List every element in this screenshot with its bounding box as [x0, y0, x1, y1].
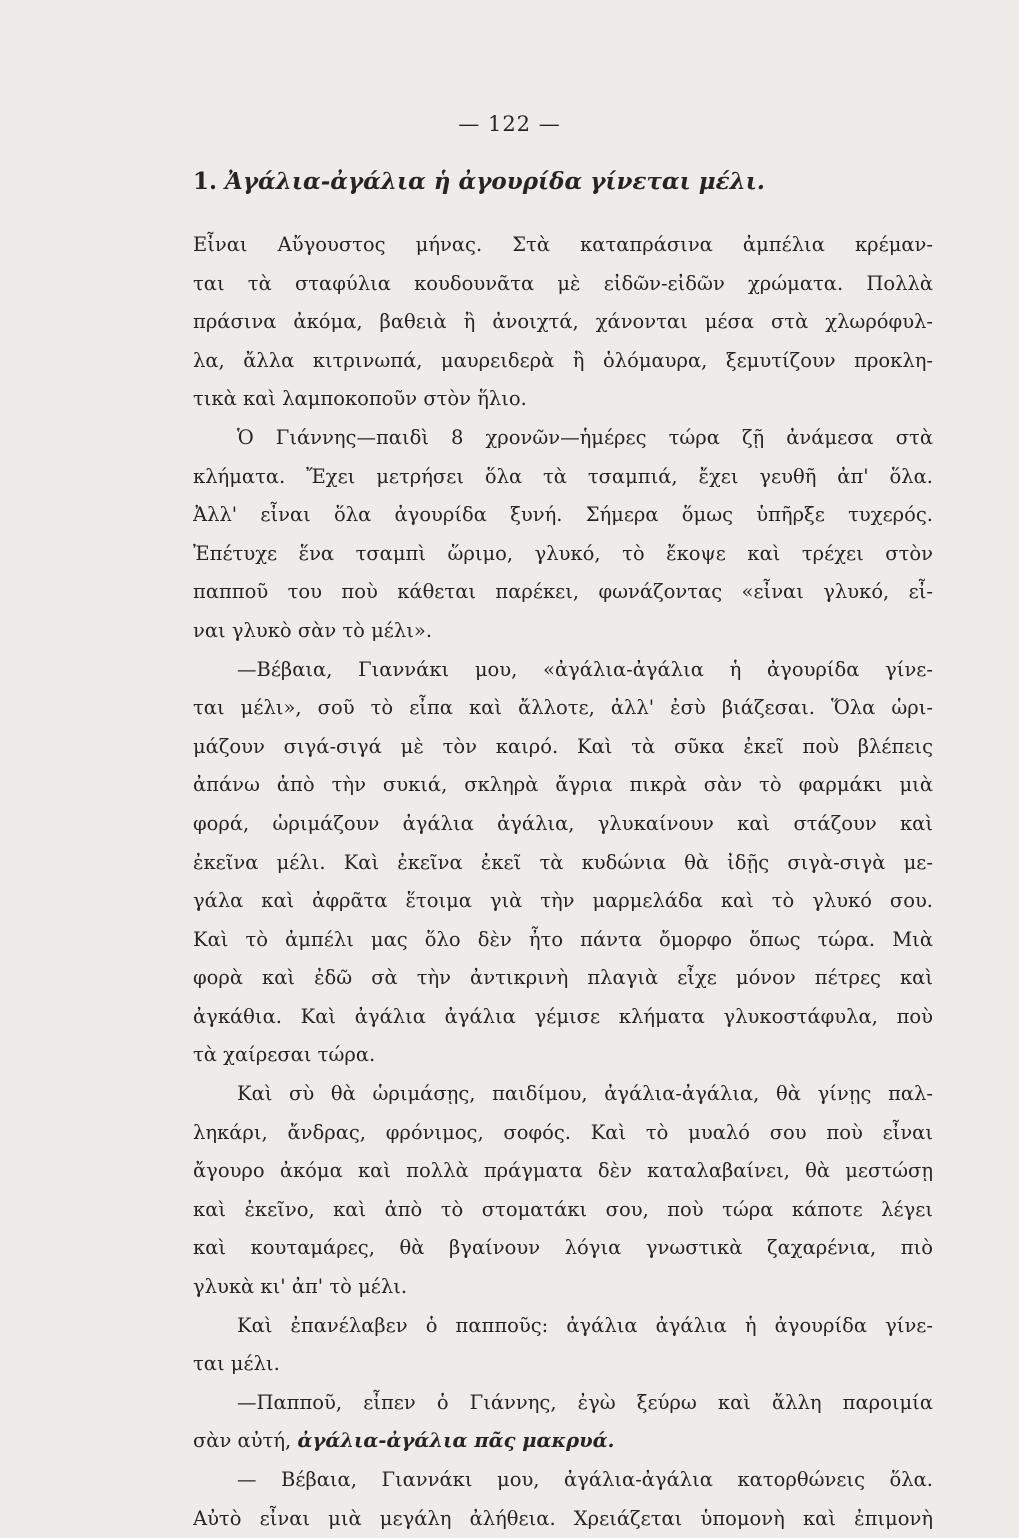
text-line: καὶ κουταμάρες, θὰ βγαίνουν λόγια γνωστικὰ ζαχαρένια, πιὸ [193, 1236, 933, 1260]
text-line: κλήματα. Ἔχει μετρήσει ὅλα τὰ τσαμπιά, ἔχει γευθῆ ἀπ' ὅλα. [193, 464, 933, 488]
text-line: φορά, ὡριμάζουν ἀγάλια ἀγάλια, γλυκαίνουν καὶ στάζουν καὶ [193, 811, 933, 835]
text-line: φορὰ καὶ ἐδῶ σὰ τὴν ἀντικρινὴ πλαγιὰ εἶχε μόνον πέτρες καὶ [193, 966, 933, 990]
text-line: Καὶ ἐπανέλαβεν ὁ παπποῦς: ἀγάλια ἀγάλια ἡ ἀγουρίδα γίνε- [237, 1313, 933, 1337]
text-line: ται μέλι», σοῦ τὸ εἶπα καὶ ἄλλοτε, ἀλλ' ἐσὺ βιάζεσαι. Ὅλα ὡρι- [193, 696, 933, 720]
text-line: Ἀλλ' εἶναι ὅλα ἀγουρίδα ξυνή. Σήμερα ὅμως ὑπῆρξε τυχερός. [193, 503, 933, 527]
text-line: Καὶ σὺ θὰ ὡριμάσῃς, παιδίμου, ἀγάλια-ἀγάλια, θὰ γίνῃς παλ- [237, 1082, 933, 1106]
text-line: ναι γλυκὸ σὰν τὸ μέλι». [193, 618, 433, 642]
text-line: — Βέβαια, Γιαννάκι μου, ἀγάλια-ἀγάλια κατορθώνεις ὅλα. [237, 1468, 933, 1491]
text-line: πράσινα ἀκόμα, βαθειὰ ἢ ἀνοιχτά, χάνονται μέσα στὰ χλωρόφυλ- [193, 310, 933, 334]
text-line-start: σὰν αὐτή, [193, 1429, 292, 1453]
text-line: λα, ἄλλα κιτρινωπά, μαυρειδερὰ ἢ ὁλόμαυρα, ξεμυτίζουν προκλη- [193, 348, 933, 372]
text-line: Καὶ τὸ ἀμπέλι μας ὅλο δὲν ἦτο πάντα ὄμορφο ὅπως τώρα. Μιὰ [193, 927, 933, 951]
text-line: Ὁ Γιάννης—παιδὶ 8 χρονῶν—ἡμέρες τώρα ζῇ ἀνάμεσα στὰ [237, 425, 933, 449]
text-line: Ἐπέτυχε ἕνα τσαμπὶ ὥριμο, γλυκό, τὸ ἔκοψε καὶ τρέχει στὸν [193, 541, 933, 565]
text-line: καὶ ἐκεῖνο, καὶ ἀπὸ τὸ στοματάκι σου, ποὺ τώρα κάποτε λέγει [193, 1197, 933, 1221]
section-title-text: Ἀγάλια-ἀγάλια ἡ ἀγουρίδα γίνεται μέλι. [225, 168, 765, 195]
text-line: ἐκεῖνα μέλι. Καὶ ἐκεῖνα ἐκεῖ τὰ κυδώνια θὰ ἰδῇς σιγὰ-σιγὰ με- [193, 850, 933, 874]
section-number: 1. [193, 168, 218, 195]
proverb-emphasis: ἀγάλια-ἀγάλια πᾶς μακρυά. [297, 1429, 615, 1453]
text-line: τικὰ καὶ λαμποκοποῦν στὸν ἥλιο. [193, 387, 527, 411]
text-line: Εἶναι Αὔγουστος μήνας. Στὰ καταπράσινα ἀμπέλια κρέμαν- [193, 233, 933, 256]
page-number: — 122 — [458, 112, 561, 136]
text-line: μάζουν σιγά-σιγά μὲ τὸν καιρό. Καὶ τὰ σῦκα ἐκεῖ ποὺ βλέπεις [193, 734, 933, 758]
text-line: ἀπάνω ἀπὸ τὴν συκιά, σκληρὰ ἄγρια πικρὰ σὰν τὸ φαρμάκι μιὰ [193, 773, 933, 797]
text-line: ται τὰ σταφύλια κουδουνᾶτα μὲ εἰδῶν-εἰδῶν χρώματα. Πολλὰ [193, 271, 933, 295]
text-line: —Βέβαια, Γιαννάκι μου, «ἀγάλια-ἀγάλια ἡ ἀγουρίδα γίνε- [237, 657, 933, 681]
text-line: γλυκὰ κι' ἀπ' τὸ μέλι. [193, 1275, 408, 1299]
text-line: —Παπποῦ, εἶπεν ὁ Γιάννης, ἐγὼ ξεύρω καὶ ἄλλη παροιμία [237, 1390, 933, 1414]
text-line: γάλα καὶ ἀφρᾶτα ἕτοιμα γιὰ τὴν μαρμελάδα καὶ τὸ γλυκό σου. [193, 889, 933, 913]
text-line: παπποῦ του ποὺ κάθεται παρέκει, φωνάζοντας «εἶναι γλυκό, εἶ- [193, 580, 933, 604]
body-text [193, 226, 933, 1538]
text-line [193, 1422, 933, 1461]
text-line: ληκάρι, ἄνδρας, φρόνιμος, σοφός. Καὶ τὸ μυαλό σου ποὺ εἶναι [193, 1120, 933, 1144]
text-line: τὰ χαίρεσαι τώρα. [193, 1043, 376, 1067]
text-line: ἄγουρο ἀκόμα καὶ πολλὰ πράγματα δὲν καταλαβαίνει, θὰ μεστώσῃ [193, 1159, 933, 1183]
section-title [193, 168, 765, 195]
text-line: Αὐτὸ εἶναι μιὰ μεγάλη ἀλήθεια. Χρειάζεται ὑπομονὴ καὶ ἐπιμονὴ [193, 1506, 933, 1530]
text-line: ται μέλι. [193, 1352, 280, 1376]
text-line: ἀγκάθια. Καὶ ἀγάλια ἀγάλια γέμισε κλήματα γλυκοστάφυλα, ποὺ [193, 1004, 933, 1028]
